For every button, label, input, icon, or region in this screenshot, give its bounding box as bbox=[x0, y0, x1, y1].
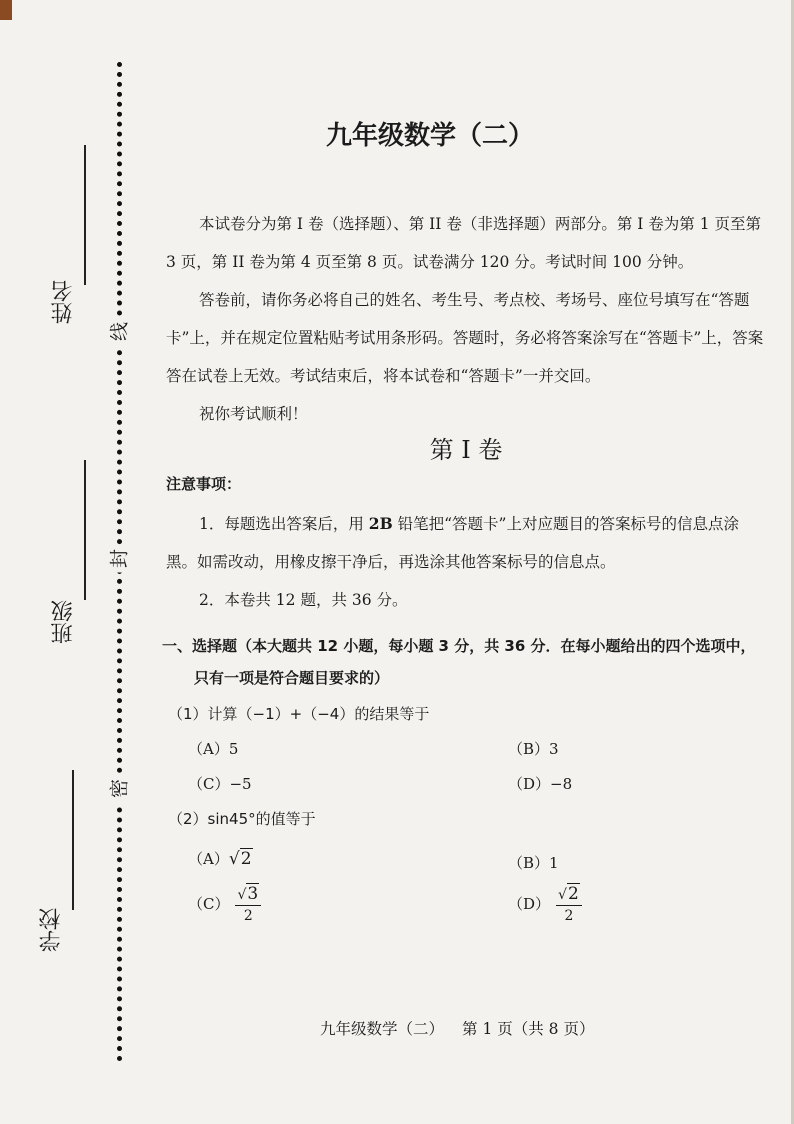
exam-title: 九年级数学（二） bbox=[325, 121, 534, 151]
school-blank-line bbox=[72, 770, 74, 910]
page-footer bbox=[320, 1017, 620, 1039]
sqrt-symbol: √ bbox=[237, 887, 247, 903]
seal-char-mi: 密 bbox=[105, 775, 132, 803]
q2-option-d bbox=[508, 884, 582, 926]
q1-stem: （1）计算（−1）+（−4）的结果等于 bbox=[168, 705, 430, 723]
q2-option-c-fraction bbox=[235, 884, 261, 926]
section-line-2: 只有一项是符合题目要求的） bbox=[194, 669, 390, 687]
q2-option-c-radicand: 3 bbox=[247, 884, 259, 904]
name-label: 姓名 bbox=[51, 280, 76, 324]
note-2: 2．本卷共 12 题，共 36 分。 bbox=[199, 591, 408, 609]
q1-option-b: （B）3 bbox=[508, 740, 559, 758]
q2-option-c bbox=[188, 884, 261, 926]
volume-title: 第 I 卷 bbox=[429, 436, 503, 464]
note-1-pre: 1．每题选出答案后，用 bbox=[199, 515, 369, 533]
corner-mark bbox=[0, 0, 12, 20]
q1-option-d: （D）−8 bbox=[508, 775, 573, 793]
class-blank-line bbox=[84, 460, 86, 600]
q2-option-d-denominator: 2 bbox=[564, 908, 574, 924]
notes-block bbox=[166, 505, 766, 619]
q2-stem: （2）sin45°的值等于 bbox=[168, 810, 316, 828]
section-heading bbox=[162, 630, 772, 694]
seal-char-feng: 封 bbox=[105, 545, 132, 573]
q2-option-b: （B）1 bbox=[508, 854, 559, 872]
intro-paragraph-3: 祝你考试顺利！ bbox=[199, 405, 308, 423]
q2-option-c-denominator: 2 bbox=[243, 908, 253, 924]
q2-option-d-fraction bbox=[556, 884, 582, 926]
section-line-1: 一、选择题（本大题共 12 小题，每小题 3 分，共 36 分．在每小题给出的四个选项中， bbox=[162, 637, 756, 655]
q2-option-c-label: （C） bbox=[188, 895, 230, 913]
footer-page-number: 第 1 页（共 8 页） bbox=[462, 1020, 595, 1038]
q2-option-d-radicand: 2 bbox=[567, 884, 579, 904]
seal-char-xian: 线 bbox=[105, 318, 132, 346]
q2-option-a-label: （A） bbox=[188, 850, 229, 868]
note-1-bold: 2B bbox=[368, 514, 393, 533]
school-label: 学校 bbox=[39, 908, 64, 952]
footer-subject: 九年级数学（二） bbox=[320, 1020, 445, 1038]
q2-option-a-radicand: 2 bbox=[240, 849, 252, 869]
note-1-post: 铅笔把“答题卡”上对应题目的答案标号的信息点涂黑。如需改动，用橡皮擦干净后，再选涂其他答案标号的信息点。 bbox=[166, 515, 739, 571]
intro-paragraph-1: 本试卷分为第 I 卷（选择题）、第 II 卷（非选择题）两部分。第 I 卷为第 1 页至第 3 页，第 II 卷为第 4 页至第 8 页。试卷满分 120 分。考试时间 100 分钟。 bbox=[166, 215, 762, 271]
q2-option-d-label: （D） bbox=[508, 895, 551, 913]
sqrt-symbol: √ bbox=[558, 887, 567, 903]
q2-option-a bbox=[188, 848, 253, 869]
q1-option-c: （C）−5 bbox=[188, 775, 252, 793]
intro-paragraph-2: 答卷前，请你务必将自己的姓名、考生号、考点校、考场号、座位号填写在“答题卡”上，并在规定位置粘贴考试用条形码。答题时，务必将答案涂写在“答题卡”上，答案答在试卷上无效。考试结束后，将本试卷和“答题卡”一并交回。 bbox=[166, 291, 764, 385]
note-1 bbox=[166, 505, 766, 581]
name-blank-line bbox=[84, 145, 86, 285]
intro-block bbox=[166, 205, 766, 433]
sqrt-symbol: √ bbox=[228, 849, 240, 869]
class-label: 班级 bbox=[51, 600, 76, 644]
q1-option-a: （A）5 bbox=[188, 740, 239, 758]
notes-heading: 注意事项： bbox=[166, 475, 242, 493]
